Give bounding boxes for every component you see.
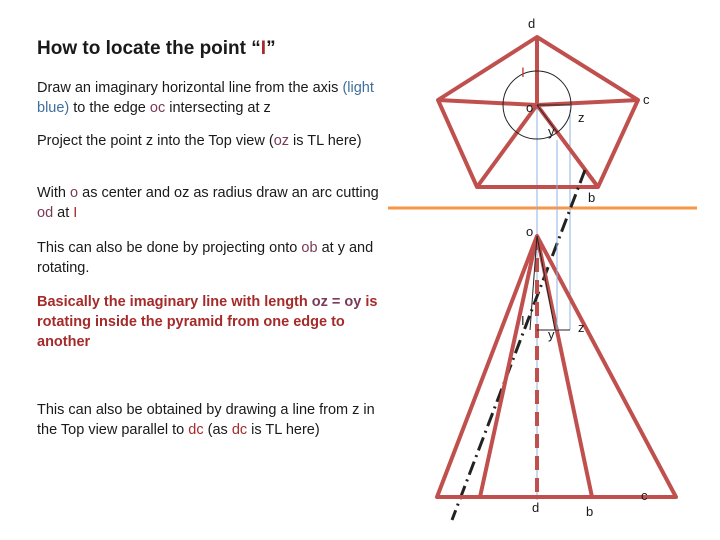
label-bottom-b: b [586,504,594,519]
instruction-4: This can also be done by projecting onto ob at y and rotating. [37,240,374,276]
instruction-3: With o as center and oz as radius draw an arc cutting od at I [37,185,379,221]
parallel-construction-line [452,170,585,520]
top-edge-oe [438,100,537,105]
label-front-z: z [578,320,585,335]
label-top-o: o [526,100,534,115]
page-title: How to locate the point “I” [37,38,276,59]
label-bottom-c: c [641,488,648,503]
instruction-5: Basically the imaginary line with length oz = oy is rotating inside the pyramid from one edge to another [37,294,378,350]
instruction-2: Project the point z into the Top view (oz is TL here) [37,133,362,149]
instruction-1: Draw an imaginary horizontal line from the axis (light blue) to the edge oc intersecting at z [37,80,374,116]
label-top-d: d [528,16,536,31]
label-top-I: I [521,64,525,80]
top-edge-oa [477,105,537,187]
top-edge-oc [537,100,638,105]
label-bottom-d: d [532,500,540,515]
label-front-y: y [548,327,555,342]
label-top-c: c [643,92,650,107]
front-edge-ob [537,236,592,497]
instruction-6: This can also be obtained by drawing a line from z in the Top view parallel to dc (as dc is TL here) [37,402,375,438]
label-top-z: z [578,110,585,125]
label-front-I: I [521,313,525,328]
label-top-y: y [548,124,555,139]
label-mid-b: b [588,190,596,205]
label-front-o: o [526,224,534,239]
